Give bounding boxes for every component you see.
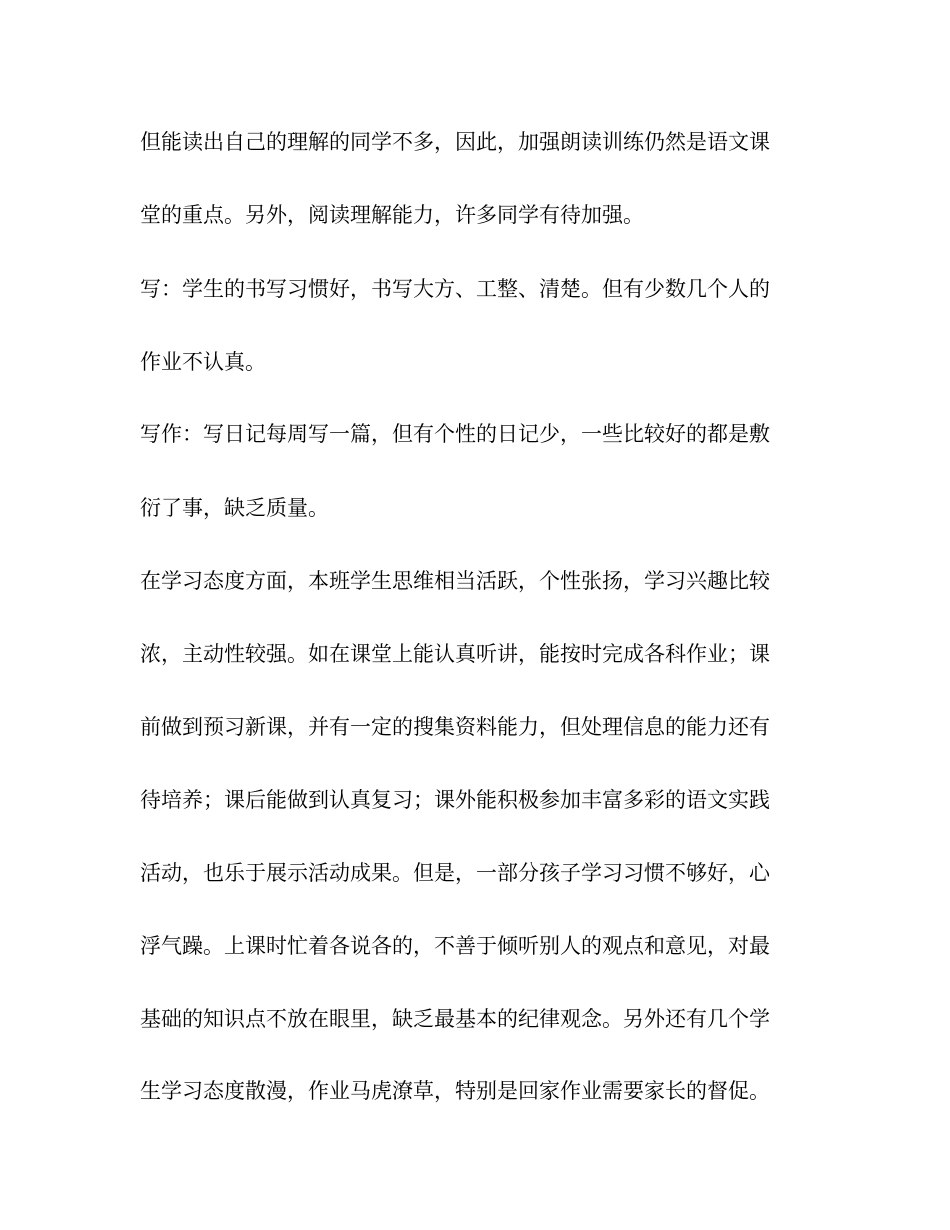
text-line: 作业不认真。	[140, 350, 266, 374]
text-line: 但能读出自己的理解的同学不多，因此，加强朗读训练仍然是语文课	[140, 130, 770, 154]
text-line: 堂的重点。另外，阅读理解能力，许多同学有待加强。	[140, 203, 644, 227]
text-line: 写：学生的书写习惯好，书写大方、工整、清楚。但有少数几个人的	[140, 277, 770, 301]
text-line: 待培养；课后能做到认真复习；课外能积极参加丰富多彩的语文实践	[140, 788, 770, 812]
text-line: 在学习态度方面，本班学生思维相当活跃，个性张扬，学习兴趣比较	[140, 569, 770, 593]
text-line: 基础的知识点不放在眼里，缺乏最基本的纪律观念。另外还有几个学	[140, 1007, 770, 1031]
text-line: 生学习态度散漫，作业马虎潦草，特别是回家作业需要家长的督促。	[140, 1079, 770, 1103]
text-line: 前做到预习新课，并有一定的搜集资料能力，但处理信息的能力还有	[140, 715, 770, 739]
text-line: 写作：写日记每周写一篇，但有个性的日记少，一些比较好的都是敷	[140, 422, 770, 446]
text-line: 浮气躁。上课时忙着各说各的，不善于倾听别人的观点和意见，对最	[140, 934, 770, 958]
text-line: 浓，主动性较强。如在课堂上能认真听讲，能按时完成各科作业；课	[140, 642, 770, 666]
text-line: 衍了事，缺乏质量。	[140, 496, 329, 520]
text-line: 活动，也乐于展示活动成果。但是，一部分孩子学习习惯不够好，心	[140, 861, 770, 885]
